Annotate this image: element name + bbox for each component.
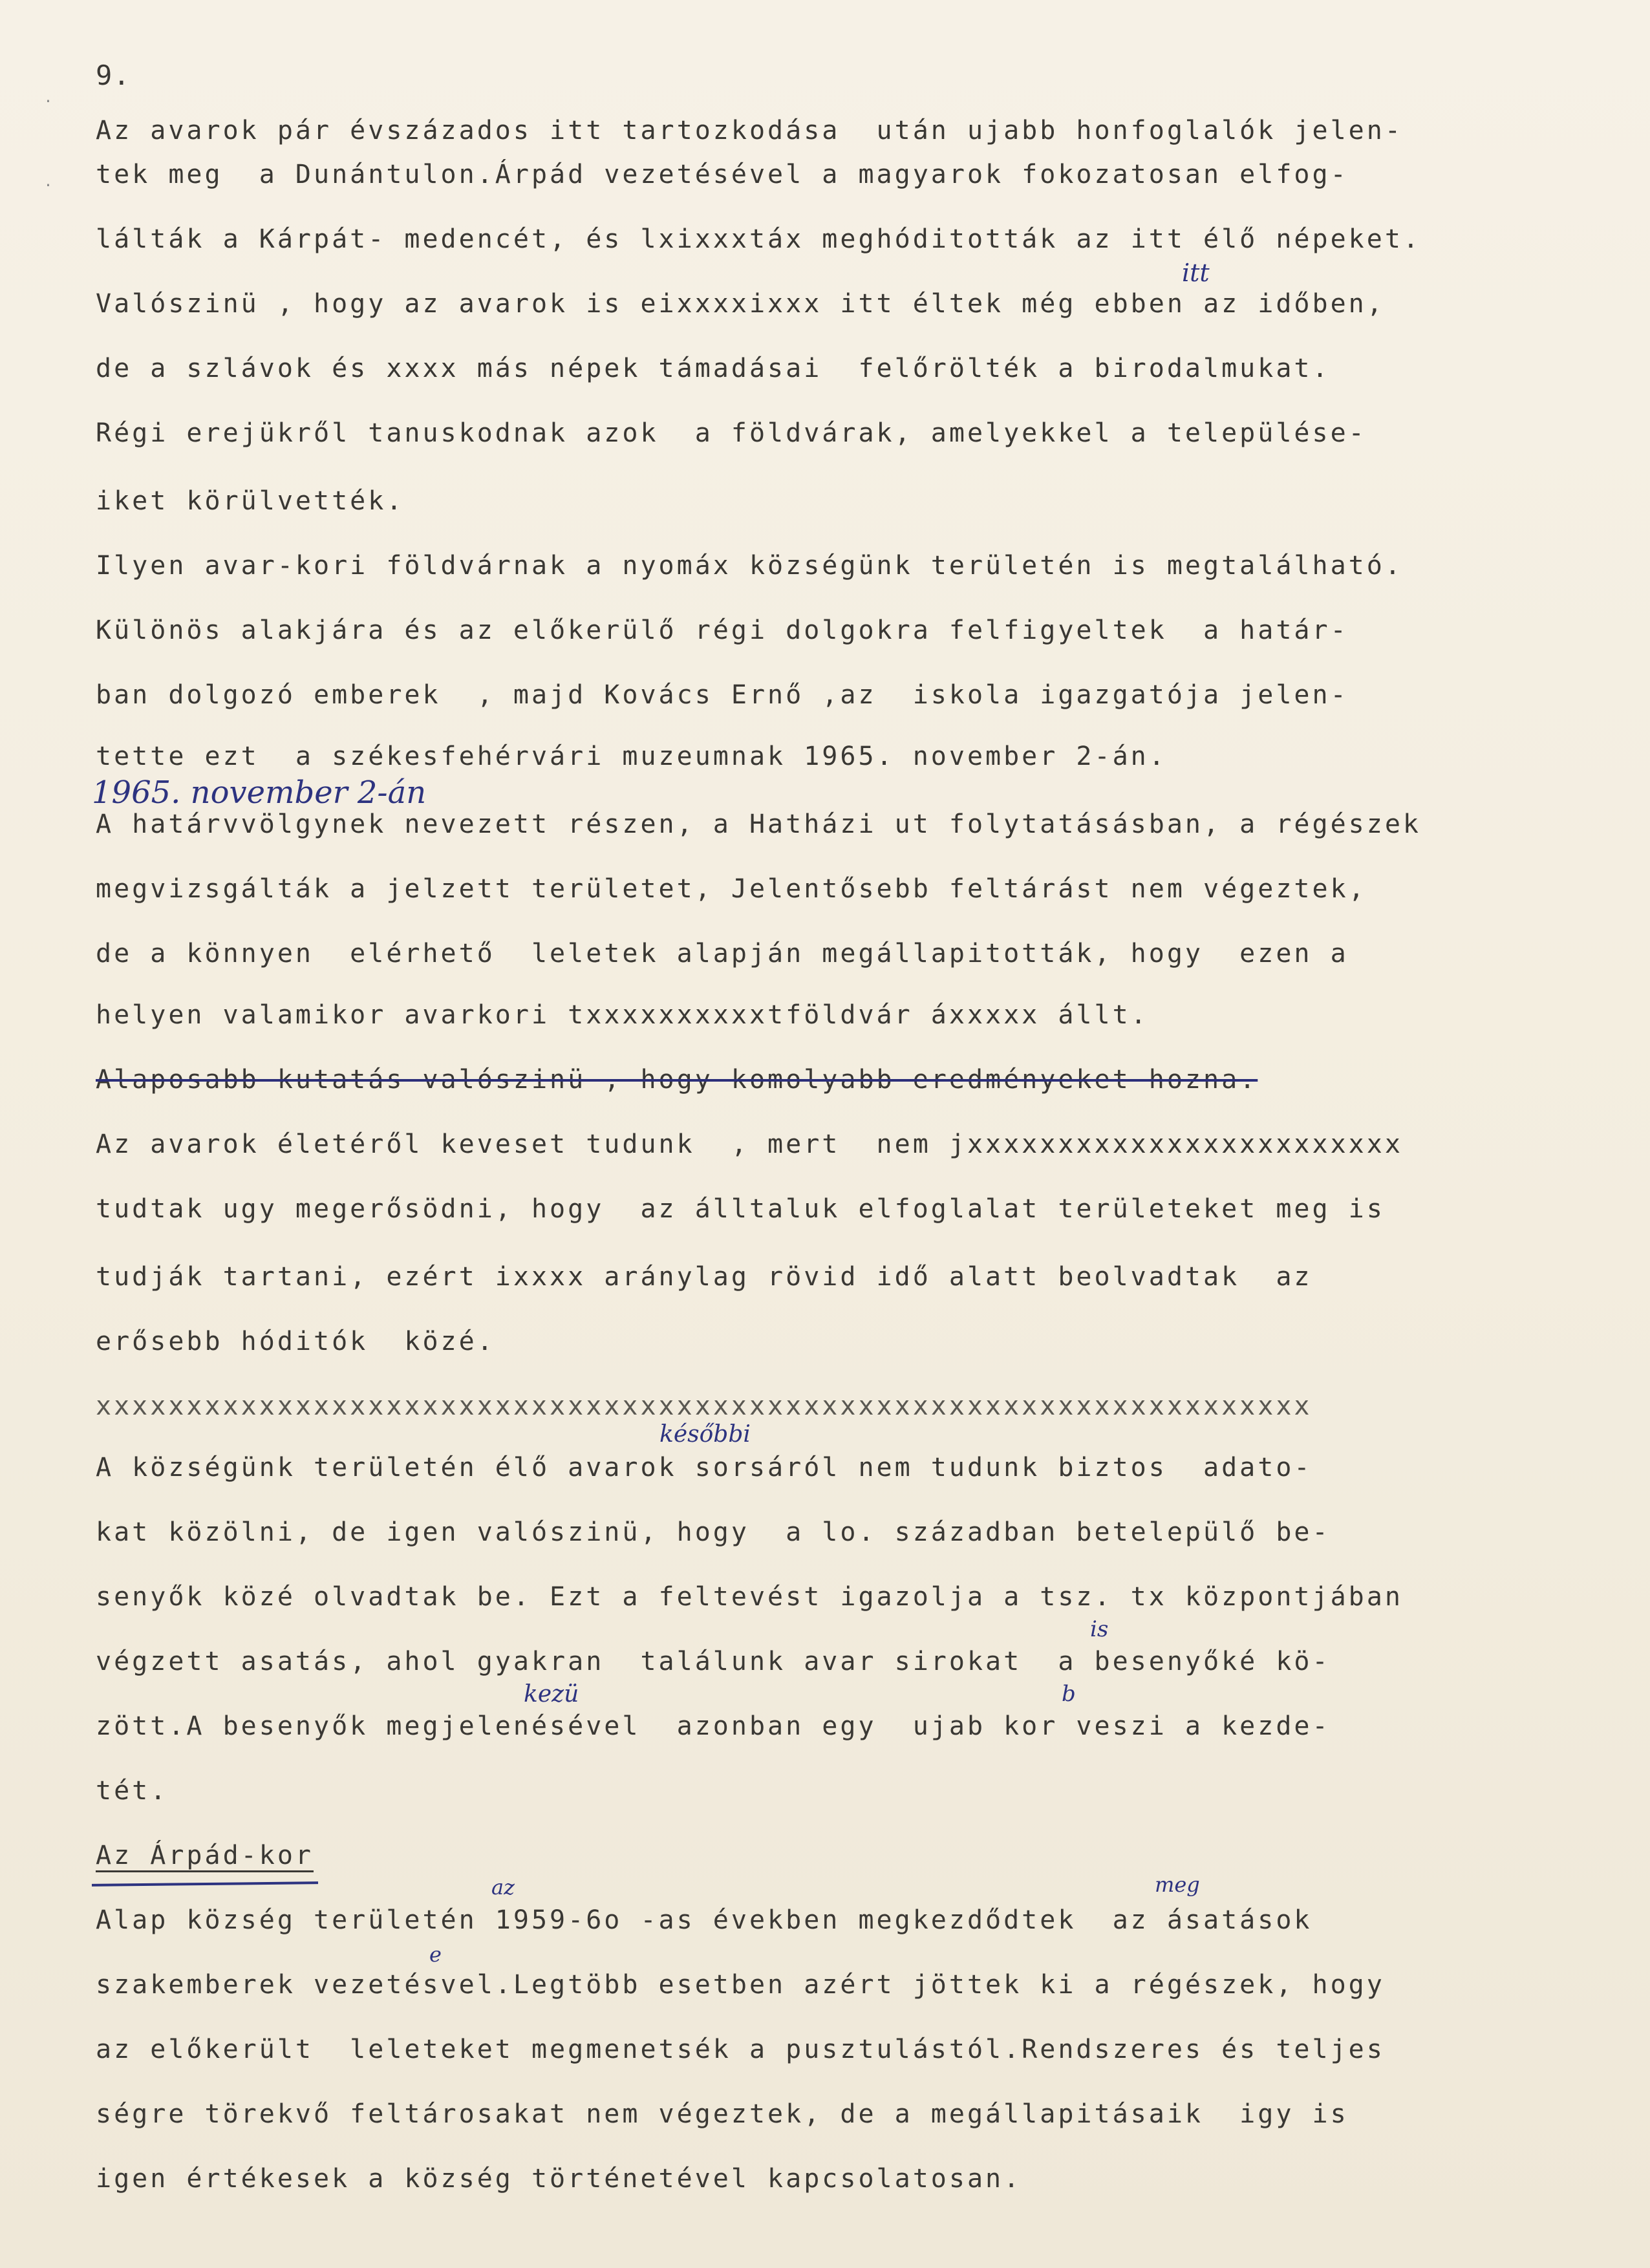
- text-line: Különös alakjára és az előkerülő régi dolgokra felfigyeltek a határ-: [96, 615, 1349, 645]
- text-line: Ilyen avar-kori földvárnak a nyomáx községünk területén is megtalálható.: [96, 551, 1403, 581]
- handwritten-insert: e: [429, 1942, 442, 1967]
- text-line: kat közölni, de igen valószinü, hogy a lo. században betelepülő be-: [96, 1517, 1331, 1547]
- text-line: ségre törekvő feltárosakat nem végeztek, de a megállapitásaik igy is: [96, 2099, 1349, 2129]
- handwritten-insert: meg: [1155, 1872, 1200, 1897]
- text-line: A határvvölgynek nevezett részen, a Hatházi ut folytatásásban, a régészek: [96, 809, 1421, 839]
- text-line: szakemberek vezetésvel.Legtöbb esetben azért jöttek ki a régészek, hogy: [96, 1970, 1385, 2000]
- text-line: A községünk területén élő avarok sorsáról nem tudunk biztos adato-: [96, 1453, 1312, 1482]
- handwritten-insert: is: [1090, 1616, 1109, 1642]
- page-number: 9.: [96, 59, 131, 91]
- text-line: lálták a Kárpát- medencét, és lxixxxtáx meghóditották az itt élő népeket.: [96, 224, 1421, 254]
- text-line: iket körülvették.: [96, 486, 405, 516]
- text-line: végzett asatás, ahol gyakran találunk avar sirokat a besenyőké kö-: [96, 1647, 1331, 1676]
- struck-text-line: Alaposabb kutatás valószinü , hogy komolyabb eredményeket hozna.: [96, 1065, 1258, 1095]
- text-line: tét.: [96, 1776, 169, 1806]
- text-line: Valószinü , hogy az avarok is eixxxxixxx itt éltek még ebben az időben,: [96, 289, 1385, 319]
- text-line: tudtak ugy megerősödni, hogy az álltaluk elfoglalat területeket meg is: [96, 1194, 1385, 1224]
- text-line: tek meg a Dunántulon.Árpád vezetésével a magyarok fokozatosan elfog-: [96, 160, 1349, 189]
- section-heading: Az Árpád-kor: [96, 1841, 314, 1870]
- text-line: de a szlávok és xxxx más népek támadásai felőrölték a birodalmukat.: [96, 354, 1331, 383]
- handwritten-insert: az: [491, 1875, 515, 1899]
- margin-mark: ·: [45, 91, 51, 112]
- handwritten-insert: b: [1062, 1681, 1076, 1707]
- text-line: Régi erejükről tanuskodnak azok a földvárak, amelyekkel a települése-: [96, 418, 1367, 448]
- text-line: Az avarok életéről keveset tudunk , mert nem jxxxxxxxxxxxxxxxxxxxxxxxx: [96, 1129, 1403, 1159]
- overtyped-text-line: xxxxxxxxxxxxxxxxxxxxxxxxxxxxxxxxxxxxxxxxxxxxxxxxxxxxxxxxxxxxxxxxxxx: [96, 1391, 1312, 1421]
- handwritten-insert: kezü: [524, 1681, 579, 1707]
- text-line: igen értékesek a község történetével kapcsolatosan.: [96, 2164, 1022, 2194]
- text-line: helyen valamikor avarkori txxxxxxxxxxtföldvár áxxxxx állt.: [96, 1000, 1149, 1030]
- text-line: de a könnyen elérhető leletek alapján megállapitották, hogy ezen a: [96, 939, 1349, 968]
- margin-mark: ·: [45, 175, 51, 196]
- text-line: ban dolgozó emberek , majd Kovács Ernő ,az iskola igazgatója jelen-: [96, 680, 1349, 710]
- text-line: tudják tartani, ezért ixxxx aránylag rövid idő alatt beolvadtak az: [96, 1262, 1312, 1292]
- text-line: Alap község területén 1959-6o -as években megkezdődtek az ásatások: [96, 1905, 1312, 1935]
- text-line: erősebb hóditók közé.: [96, 1327, 495, 1356]
- handwritten-insert: későbbi: [659, 1421, 751, 1448]
- text-line: megvizsgálták a jelzett területet, Jelentősebb feltárást nem végeztek,: [96, 874, 1367, 904]
- text-line: Az avarok pár évszázados itt tartozkodása után ujabb honfoglalók jelen-: [96, 116, 1403, 145]
- text-line: az előkerült leleteket megmenetsék a pusztulástól.Rendszeres és teljes: [96, 2035, 1385, 2064]
- handwritten-insert: itt: [1182, 259, 1210, 287]
- ink-underline: [92, 1881, 318, 1887]
- text-line: senyők közé olvadtak be. Ezt a feltevést igazolja a tsz. tx központjában: [96, 1582, 1403, 1612]
- handwritten-date: 1965. november 2-án: [92, 775, 427, 811]
- text-line: zött.A besenyők megjelenésével azonban egy ujab kor veszi a kezde-: [96, 1711, 1331, 1741]
- text-line: tette ezt a székesfehérvári muzeumnak 1965. november 2-án.: [96, 742, 1167, 771]
